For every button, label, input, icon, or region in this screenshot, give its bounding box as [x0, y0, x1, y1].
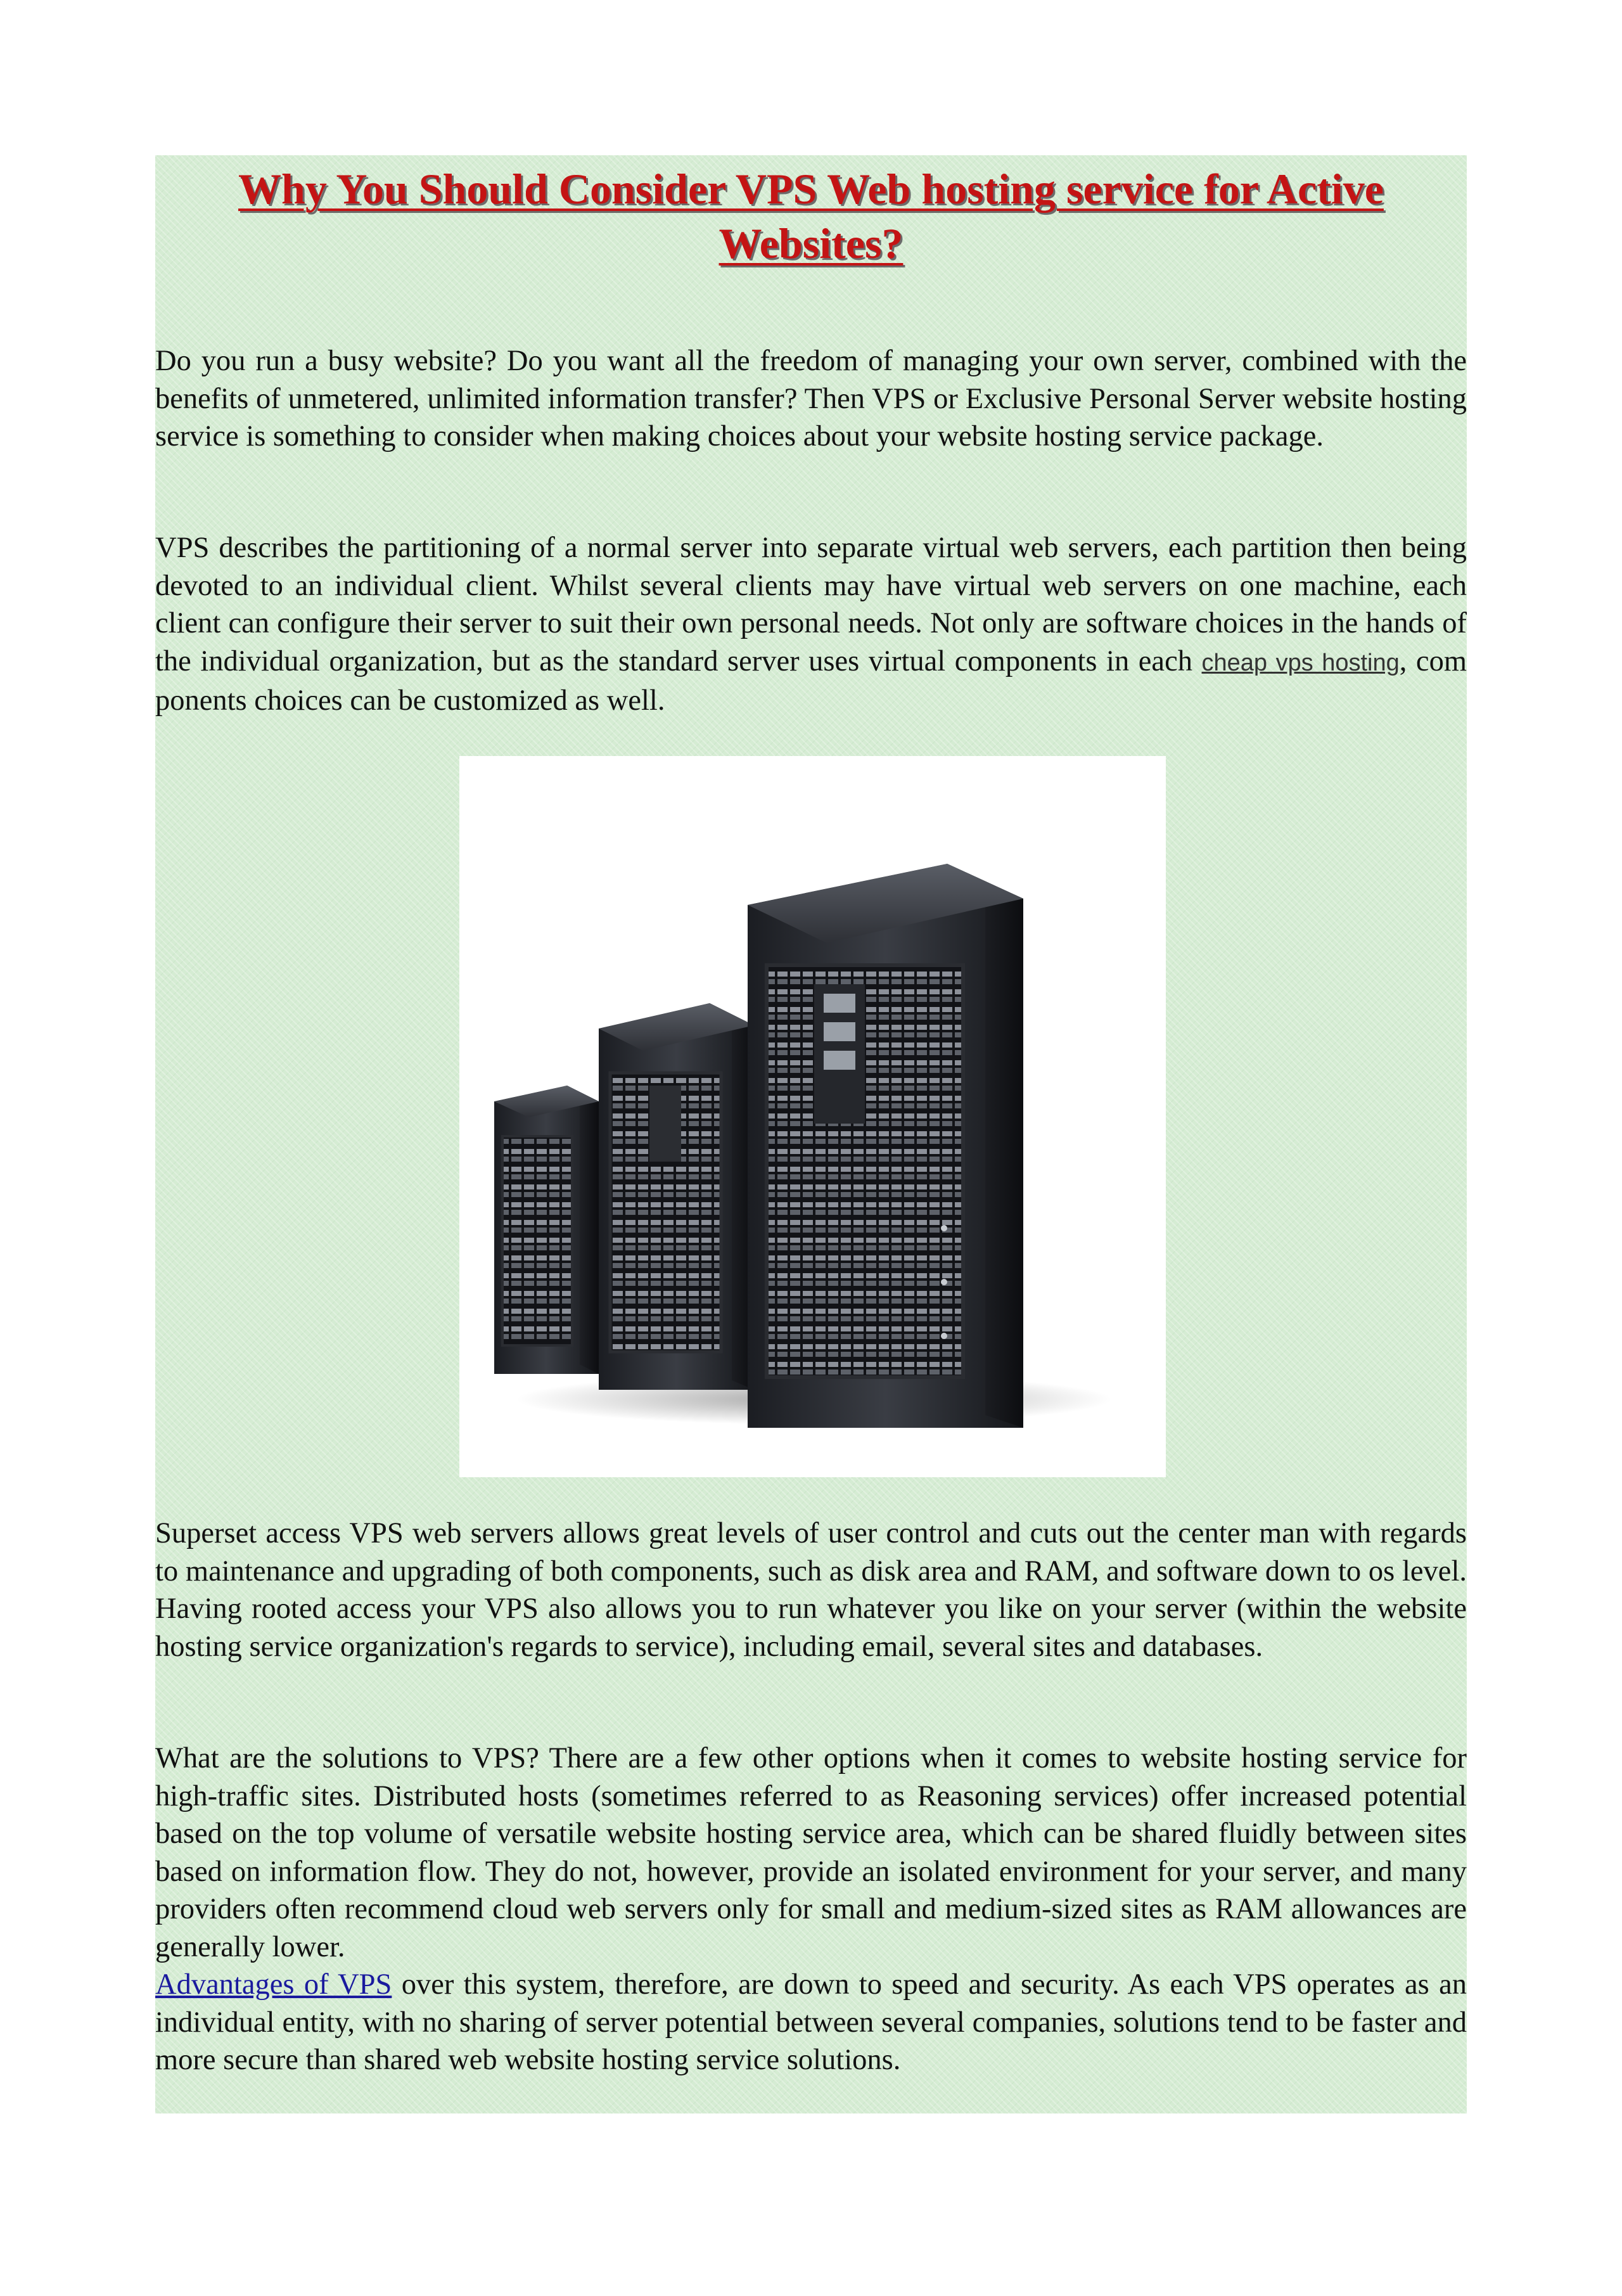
- paragraph-intro: Do you run a busy website? Do you want all the freedom of managing your own server, combined with the benefits of unmetered, unlimited information transfer? Then VPS or Exclusive Personal Server website hosting service is something to consider when making choices about your website hosting service package.: [155, 345, 1467, 452]
- paragraph-advantages-text: over this system, therefore, are down to speed and security. As each VPS operates as an individual entity, with no sharing of server potential between several companies, solutions tend to be faster and more secure than shared web website hosting service solutions.: [155, 1968, 1467, 2076]
- paragraph-vps-description-tail: , com ponents choices can be customized as well.: [155, 645, 1467, 717]
- server-towers-image: [459, 756, 1166, 1477]
- advantages-of-vps-link[interactable]: Advantages of VPS: [155, 1968, 392, 2001]
- paragraph-vps-description: [155, 529, 1467, 720]
- article-area: [155, 155, 1467, 2113]
- paragraph-vps-description-text: VPS describes the partitioning of a normal server into separate virtual web servers, each partition then being devoted to an individual client. Whilst several clients may have virtual web servers on one machine, each client can configure their server to suit their own personal needs. Not only are software choices in the hands of the individual organization, but as the standard server uses virtual components in each: [155, 532, 1467, 677]
- server-tower-large: [748, 864, 1023, 1428]
- server-tower-medium: [599, 1003, 754, 1390]
- page-title: Why You Should Consider VPS Web hosting service for Active Websites?: [238, 165, 1384, 267]
- server-tower-small: [494, 1086, 599, 1374]
- cheap-vps-hosting-link[interactable]: cheap vps hosting: [1201, 649, 1400, 676]
- server-illustration: [459, 756, 1166, 1477]
- paragraph-advantages: [155, 1966, 1467, 2079]
- paragraph-solutions: What are the solutions to VPS? There are a few other options when it comes to website hosting service for high-traffic sites. Distributed hosts (sometimes referred to as Reasoning services) offer increased potential based on the top volume of versatile website hosting service area, which can be shared fluidly between sites based on information flow. They do not, however, provide an isolated environment for your server, and many providers often recommend cloud web servers only for small and medium-sized sites as RAM allowances are generally lower.: [155, 1742, 1467, 1963]
- paragraph-superset-access: Superset access VPS web servers allows great levels of user control and cuts out the center man with regards to maintenance and upgrading of both components, such as disk area and RAM, and software down to os level. Having rooted access your VPS also allows you to run whatever you like on your server (within the website hosting service organization's regards to service), including email, several sites and databases.: [155, 1517, 1467, 1663]
